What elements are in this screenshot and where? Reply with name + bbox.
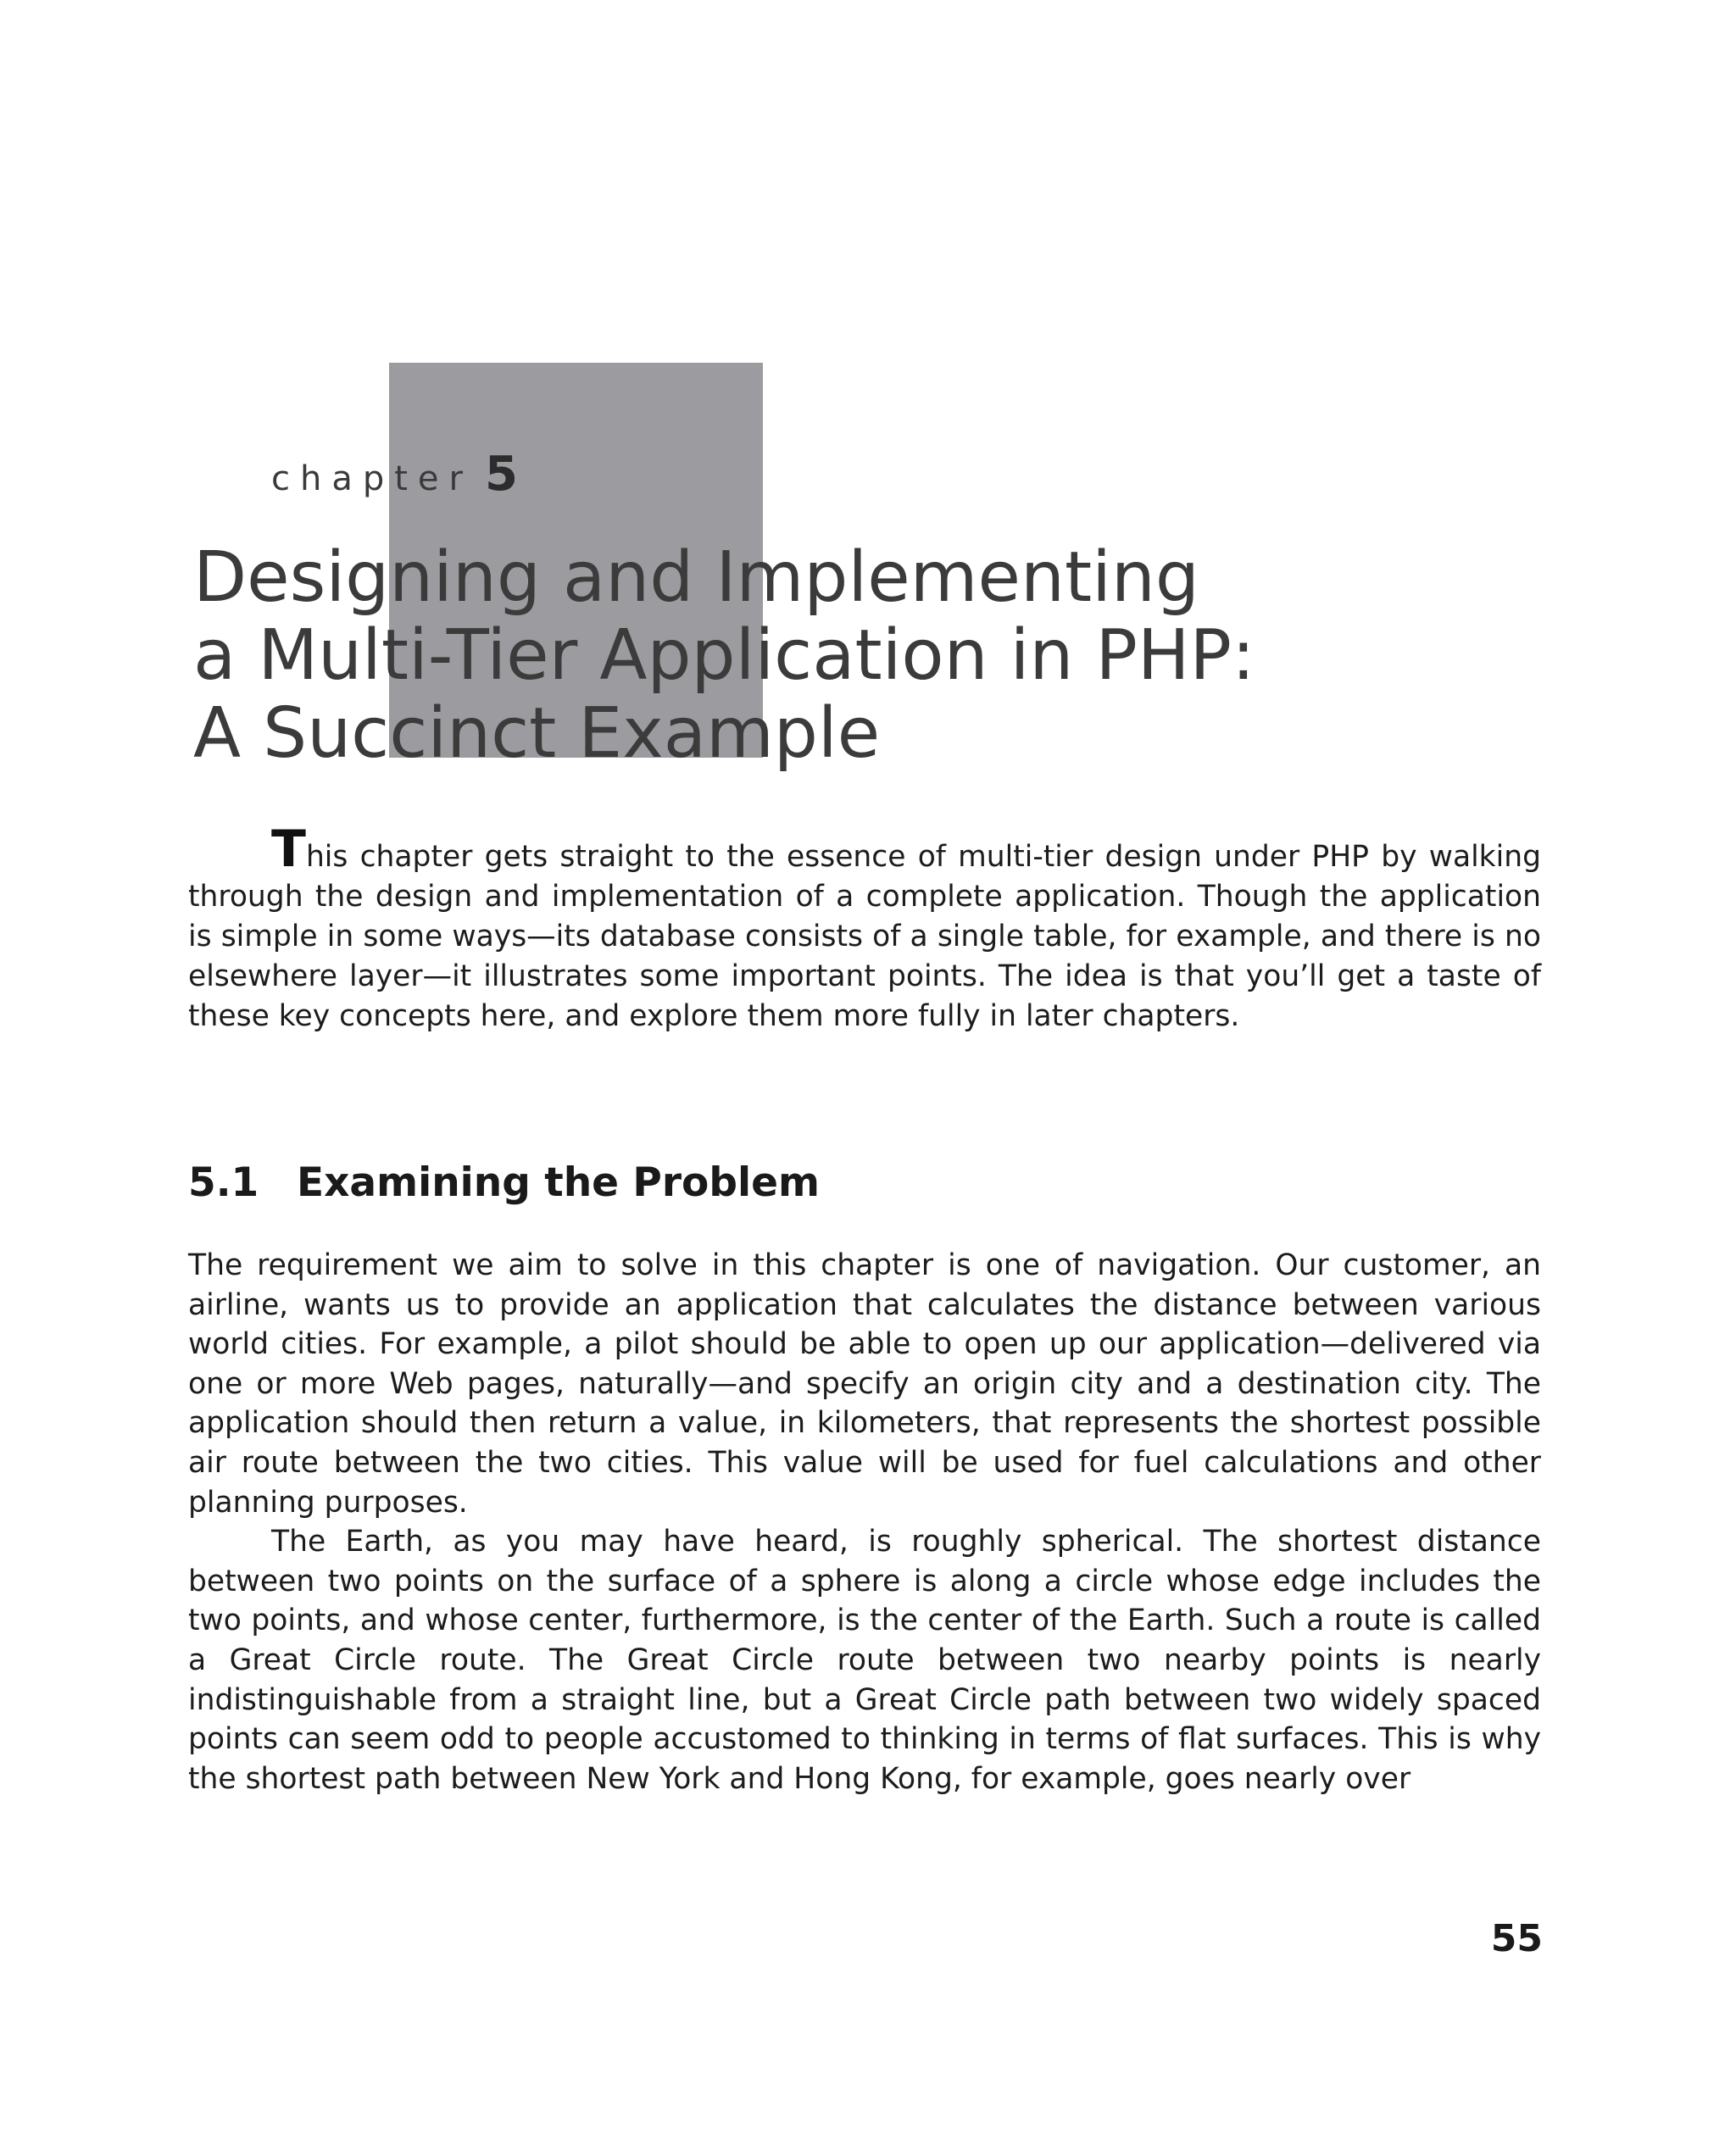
- chapter-label: [271, 447, 518, 502]
- chapter-number: 5: [484, 447, 518, 502]
- section-title: Examining the Problem: [297, 1159, 820, 1206]
- chapter-title-line-2: a Multi-Tier Application in PHP:: [193, 615, 1255, 696]
- section-body: [188, 1246, 1541, 1798]
- drop-cap: T: [271, 820, 306, 879]
- section-number: 5.1: [188, 1159, 259, 1206]
- chapter-title: [193, 539, 1255, 773]
- chapter-title-line-3: A Succinct Example: [193, 693, 881, 774]
- page-number: 55: [1490, 1917, 1543, 1960]
- section-heading: [188, 1158, 820, 1209]
- body-paragraph-1: The requirement we aim to solve in this chapter is one of navigation. Our customer, an airline, wants us to provide an application that calculates the distance between various world cities. For example, a pilot should be able to open up our application—delivered via one or more Web pages, naturally—and specify an origin city and a destination city. The application should then return a value, in kilometers, that represents the shortest possible air route between the two cities. This value will be used for fuel calculations and other planning purposes.: [188, 1248, 1541, 1520]
- chapter-word: chapter: [271, 459, 473, 498]
- chapter-intro-paragraph: [188, 820, 1541, 1037]
- intro-text: his chapter gets straight to the essence of multi-tier design under PHP by walking through the design and implementation of a complete application. Though the application is simple in some ways—its database consists of a single table, for example, and there is no elsewhere layer—it illustrates some important points. The idea is that you’ll get a taste of these key concepts here, and explore them more fully in later chapters.: [188, 840, 1541, 1033]
- body-paragraph-2: The Earth, as you may have heard, is roughly spherical. The shortest distance between two points on the surface of a sphere is along a circle whose edge includes the two points, and whose center, furthermore, is the center of the Earth. Such a route is called a Great Circle route. The Great Circle route between two nearby points is nearly indistinguishable from a straight line, but a Great Circle path between two widely spaced points can seem odd to people accustomed to thinking in terms of flat surfaces. This is why the shortest path between New York and Hong Kong, for example, goes nearly over: [188, 1525, 1541, 1796]
- chapter-title-line-1: Designing and Implementing: [193, 537, 1199, 618]
